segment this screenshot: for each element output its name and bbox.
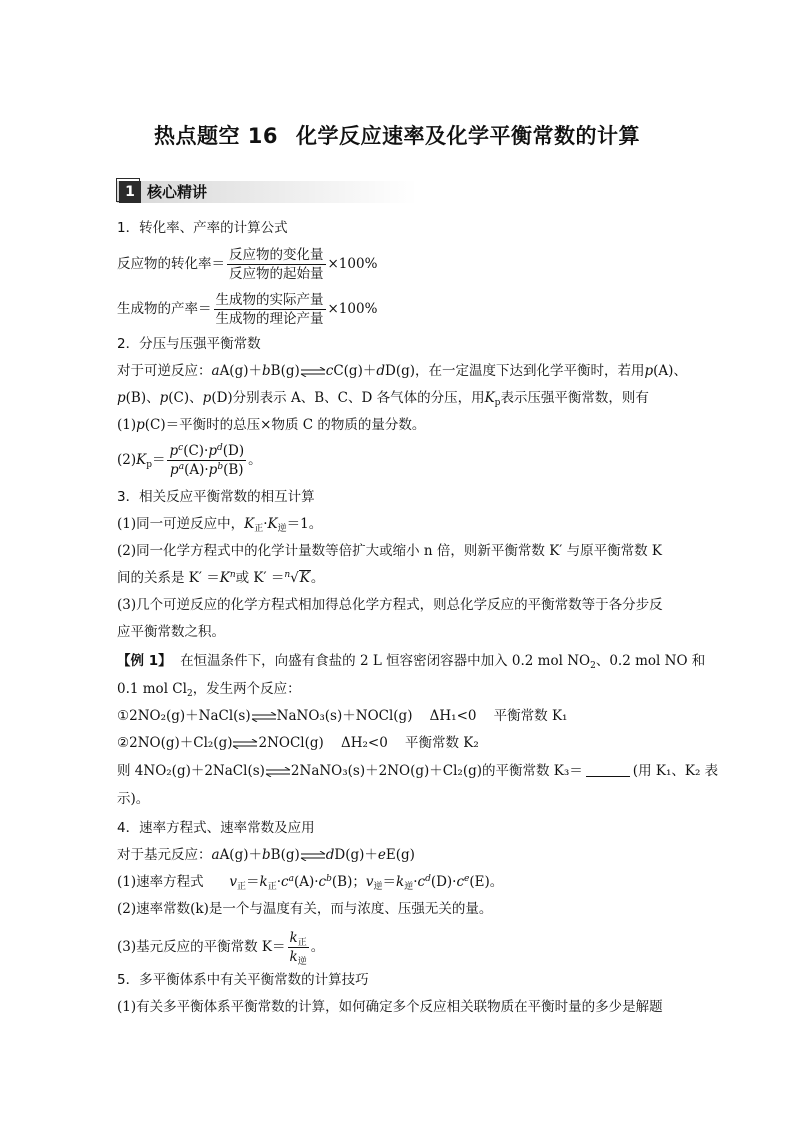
reversible-arrow-icon [251, 712, 277, 722]
example-tag: 【例 1】 [117, 653, 172, 669]
reaction-1-lhs: ①2NO₂(g)＋NaCl(s) [117, 708, 251, 724]
example-line-2-text: 0.1 mol Cl [117, 681, 187, 697]
yield-denominator: 生成物的理论产量 [215, 311, 324, 327]
conversion-lhs: 反应物的转化率＝ [117, 256, 225, 272]
example-line-1-text: 在恒温条件下，向盛有食盐的 2 L 恒容密闭容器中加入 0.2 mol NO [180, 653, 591, 669]
title-topic-number: 热点题空 16 [153, 124, 279, 148]
s2-line-1-text-a: 对于可逆反应： [117, 363, 212, 379]
answer-blank[interactable] [586, 762, 630, 777]
reversible-arrow-icon [265, 767, 291, 777]
example-line-2: 0.1 mol $Cl_2$，发生两个反应： [117, 681, 301, 699]
s2-line-2-text-a: 分别表示 A、B、C、D 各气体的分压，用 [232, 390, 485, 406]
s3-line-1-tail: ＝1。 [286, 516, 323, 532]
conversion-formula [117, 246, 377, 283]
s2-line-2-text-b: 表示压强平衡常数，则有 [500, 390, 649, 406]
conversion-denominator: 反应物的起始量 [229, 266, 324, 282]
section-number-badge: 1 [119, 181, 141, 203]
s4-line-4 [117, 929, 324, 966]
reaction-1-enthalpy: ΔH₁<0 [429, 708, 477, 724]
reaction-2-lhs: ②2NO(g)＋Cl₂(g) [117, 735, 233, 751]
example-line-1: 【例 1】 在恒温条件下，向盛有食盐的 2 L 恒容密闭容器中加入 0.2 mol $NO_2$、0.2 mol NO 和 [117, 653, 706, 671]
example-line-2-text-b: ，发生两个反应： [192, 681, 301, 697]
conversion-numerator: 反应物的变化量 [229, 247, 324, 263]
s2-line-2: p(B)、p(C)、p(D)分别表示 A、B、C、D 各气体的分压，用$K_p$表示压强平衡常数，则有 [117, 390, 649, 408]
conversion-fraction [227, 246, 326, 283]
reaction-2-enthalpy: ΔH₂<0 [340, 735, 388, 751]
yield-formula [117, 291, 377, 328]
conversion-tail: ×100% [327, 256, 378, 272]
reversible-arrow-icon [300, 851, 326, 861]
heading-2: 2．分压与压强平衡常数 [117, 336, 261, 352]
s4-line-1-text: 对于基元反应： [117, 847, 212, 863]
s4-line-4-tail: 。 [310, 939, 325, 955]
heading-1: 1．转化率、产率的计算公式 [117, 220, 288, 236]
example-question-text-a: 则 4NO₂(g)＋2NaCl(s) [117, 763, 265, 779]
reaction-2-rhs: 2NOCl(g) [258, 735, 324, 751]
reversible-arrow-icon [232, 739, 258, 749]
heading-3: 3．相关反应平衡常数的相互计算 [117, 489, 315, 505]
kp-fraction: $\frac{p^c(C)\cdot p^d(D)}{p^a(A)\cdot p^b(B)}$ [169, 443, 245, 478]
section-label: 核心精讲 [147, 183, 208, 201]
reaction-1 [117, 706, 567, 726]
s3-line-4: (3)几个可逆反应的化学方程式相加得总化学方程式，则总化学反应的平衡常数等于各分步反 [117, 597, 663, 613]
s3-line-3-text-b: 或 K′ ＝ [235, 570, 285, 586]
s3-line-5: 应平衡常数之积。 [117, 624, 225, 640]
title-topic: 化学反应速率及化学平衡常数的计算 [296, 124, 641, 148]
s3-line-3-text-c: 。 [310, 570, 325, 586]
kp-formula-tail: 。 [248, 452, 262, 468]
s4-line-2: (1)速率方程式 $v_正=k_正\cdot c^a(A)\cdot c^b(B)$；$v_逆=k_逆\cdot c^d(D)\cdot c^e(E)$。 [117, 874, 504, 892]
heading-4: 4．速率方程式、速率常数及应用 [117, 820, 315, 836]
s3-line-2: (2)同一化学方程式中的化学计量数等倍扩大或缩小 n 倍，则新平衡常数 K′ 与原平衡常数 K [117, 543, 663, 559]
s2-line-3: (1)p(C)＝平衡时的总压×物质 C 的物质的量分数。 [117, 417, 426, 433]
yield-lhs: 生成物的产率＝ [117, 301, 212, 317]
reaction-1-rhs: NaNO₃(s)＋NOCl(g) [276, 708, 413, 724]
kp-formula: $(2)K_p=$ $\frac{p^c(C)\cdot p^d(D)}{p^a(A)\cdot p^b(B)}$ 。 [117, 443, 262, 478]
reaction-2-constant: 平衡常数 K₂ [404, 735, 479, 751]
example-question-text-b: 2NaNO₃(s)＋2NO(g)＋Cl₂(g)的平衡常数 K₃＝ [290, 763, 583, 779]
s3-line-1: (1)同一可逆反应中，$K_正\cdot K_逆=1$。 [117, 516, 323, 534]
yield-tail: ×100% [327, 301, 378, 317]
equilibrium-constant-fraction: $\frac{k_正}{k_逆}$ [289, 930, 307, 967]
reaction-2 [117, 733, 479, 753]
s4-line-4-prefix: (3)基元反应的平衡常数 K＝ [117, 939, 286, 955]
section-header [117, 178, 417, 204]
example-line-1-text-b: 、0.2 mol NO 和 [595, 653, 706, 669]
s2-line-1: 对于可逆反应：aA(g)＋bB(g) cC(g)＋dD(g)，在一定温度下达到化学平衡时，若用p(A)、 [117, 363, 687, 379]
s4-line-1: 对于基元反应：aA(g)＋bB(g) dD(g)＋eE(g) [117, 847, 415, 863]
example-question-end: 示)。 [117, 791, 150, 807]
page-title [0, 120, 794, 150]
s2-line-3-prefix: (1) [117, 417, 137, 433]
reversible-arrow-icon [300, 367, 326, 377]
s2-line-1-text-b: ，在一定温度下达到化学平衡时，若用 [415, 363, 645, 379]
s4-line-3: (2)速率常数(k)是一个与温度有关，而与浓度、压强无关的量。 [117, 901, 493, 917]
s2-line-3-text: ＝平衡时的总压×物质 C 的物质的量分数。 [165, 417, 426, 433]
s3-line-3: 间的关系是 $K' =K^n$或 K′ ＝$^n$√K。 [117, 570, 325, 586]
example-question [117, 761, 718, 781]
kp-formula-prefix: (2) [117, 452, 137, 468]
s5-line-1: (1)有关多平衡体系平衡常数的计算，如何确定多个反应相关联物质在平衡时量的多少是解题 [117, 999, 663, 1015]
yield-fraction [214, 291, 326, 328]
s3-line-1-text: (1)同一可逆反应中， [117, 516, 245, 532]
s4-line-2-prefix: (1)速率方程式 [117, 874, 204, 890]
reaction-1-constant: 平衡常数 K₁ [493, 708, 568, 724]
example-question-text-c: (用 K₁、K₂ 表 [632, 763, 719, 779]
s3-line-3-text-a: 间的关系是 K′ ＝ [117, 570, 220, 586]
yield-numerator: 生成物的实际产量 [215, 292, 324, 308]
heading-5: 5．多平衡体系中有关平衡常数的计算技巧 [117, 972, 369, 988]
